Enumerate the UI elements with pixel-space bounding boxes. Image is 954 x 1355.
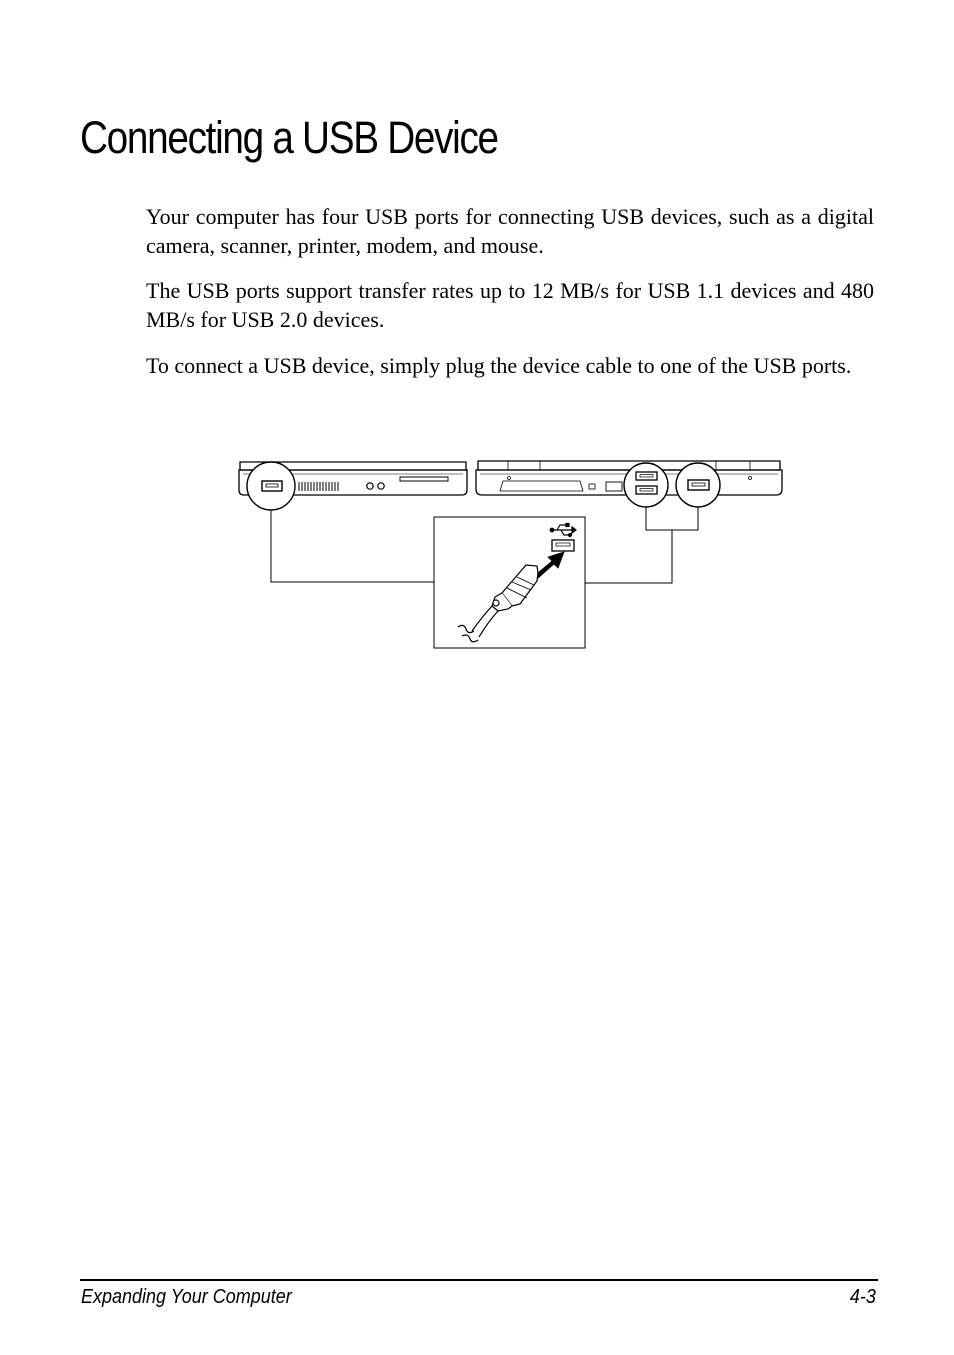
- footer-page-number: 4-3: [849, 1286, 876, 1308]
- footer-rule: [80, 1279, 878, 1281]
- inset-detail-box: [434, 517, 585, 648]
- usb-port-callout-right-single: [676, 463, 720, 507]
- page-title: Connecting a USB Device: [80, 112, 498, 163]
- audio-jack-icon: [378, 483, 384, 489]
- paragraph-connect-instructions: To connect a USB device, simply plug the device cable to one of the USB ports.: [146, 353, 852, 378]
- paragraph-transfer-rates: The USB ports support transfer rates up to 12 MB/s for USB 1.1 devices and 480 MB/s for USB 2.0 devices.: [146, 278, 874, 332]
- paragraph-usb-ports: Your computer has four USB ports for connecting USB devices, such as a digital camera, scanner, printer, modem, and mouse.: [146, 204, 874, 258]
- audio-jack-icon: [367, 483, 373, 489]
- vent-grille: [299, 482, 338, 491]
- usb-port-callout-left: [247, 462, 295, 510]
- footer-section-title: Expanding Your Computer: [81, 1286, 292, 1308]
- usb-port-callout-right-double: [624, 463, 668, 507]
- usb-connection-figure: [236, 456, 786, 652]
